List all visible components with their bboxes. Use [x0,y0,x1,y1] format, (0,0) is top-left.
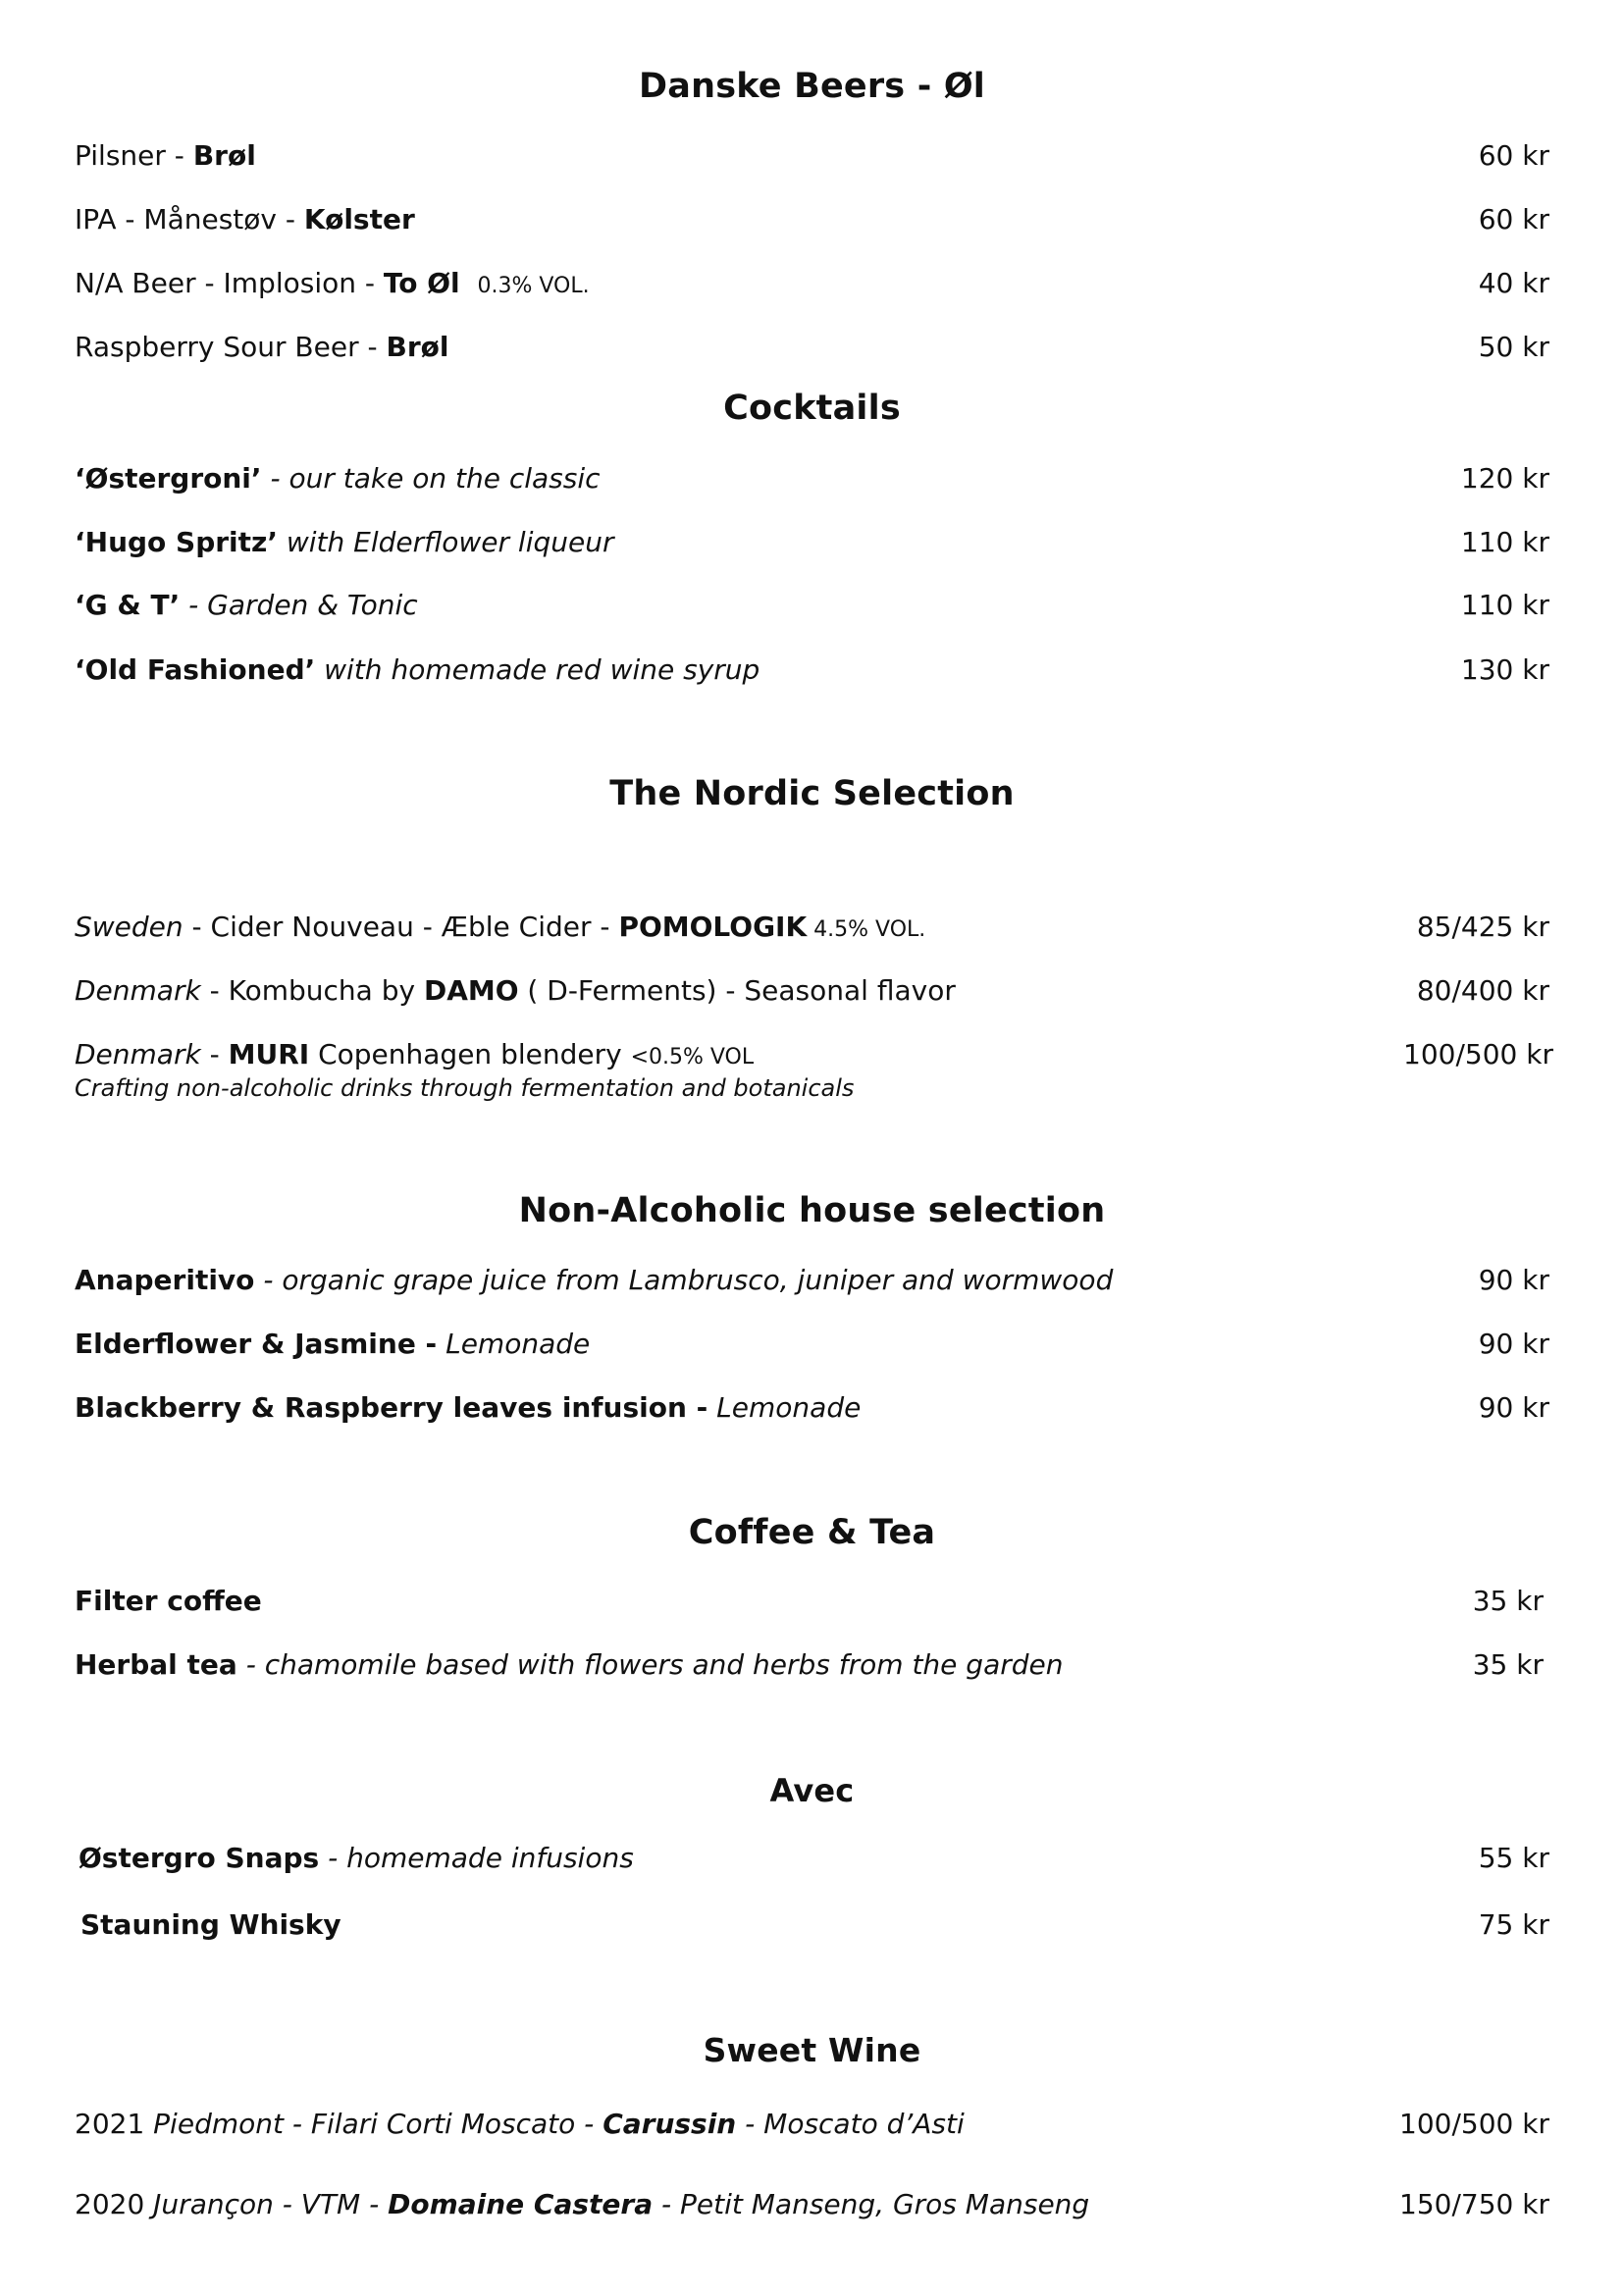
menu-item [75,1585,262,1618]
item-price: 90 kr [1478,1328,1549,1360]
item-name: ‘Østergroni’ [75,462,262,495]
item-price: 130 kr [1460,653,1549,686]
item-price: 120 kr [1460,462,1549,495]
item-price: 60 kr [1478,203,1549,235]
menu-item [75,911,925,947]
item-description: Jurançon - VTM - [153,2188,389,2220]
item-price: 90 kr [1478,1391,1549,1424]
item-price: 40 kr [1478,267,1549,299]
section-title-cocktails: Cocktails [723,389,901,428]
item-price: 35 kr [1472,1648,1544,1681]
item-name: Herbal tea [75,1648,237,1681]
item-text: - Cider Nouveau - Æble Cider - [183,911,619,943]
item-description: Piedmont - Filari Corti Moscato - [153,2108,603,2140]
item-price: 110 kr [1460,589,1549,621]
menu-item [80,1908,341,1942]
menu-item [75,462,601,496]
item-description: - chamomile based with flowers and herbs from the garden [236,1648,1064,1681]
item-price: 150/750 kr [1399,2188,1549,2220]
item-description: - Moscato d’Asti [736,2108,965,2140]
item-country: Denmark [75,974,201,1007]
item-text: IPA - Månestøv - [75,203,304,235]
item-country: Sweden [75,911,183,943]
menu-item [75,2108,965,2141]
item-description: with homemade red wine syrup [315,653,760,686]
item-price: 100/500 kr [1403,1038,1553,1070]
item-price: 85/425 kr [1416,911,1549,943]
item-name: ‘Old Fashioned’ [75,653,316,686]
item-text: - Kombucha by [200,974,424,1007]
item-abv: 4.5% VOL. [807,917,926,942]
item-country: Denmark [75,1038,201,1070]
item-price: 110 kr [1460,526,1549,558]
item-description: - organic grape juice from Lambrusco, juniper and wormwood [254,1264,1114,1296]
item-description: Lemonade [707,1391,862,1424]
item-price: 100/500 kr [1399,2108,1549,2140]
item-vintage: 2021 [75,2108,154,2140]
menu-item [75,1328,590,1361]
menu-item [75,589,418,622]
item-text: Copenhagen blendery [309,1038,631,1070]
item-producer: MURI [228,1038,310,1070]
menu-item [75,526,613,559]
item-price: 35 kr [1472,1585,1544,1617]
item-price: 75 kr [1478,1908,1549,1941]
section-title-beers: Danske Beers - Øl [639,67,985,106]
item-price: 90 kr [1478,1264,1549,1296]
section-title-sweet-wine: Sweet Wine [703,2031,921,2069]
item-name: ‘Hugo Spritz’ [75,526,278,558]
menu-item [75,1264,1113,1297]
item-vintage: 2020 [75,2188,154,2220]
item-text: N/A Beer - Implosion - [75,267,384,299]
item-brewery: To Øl [383,267,460,299]
item-price: 50 kr [1478,331,1549,363]
item-text: Raspberry Sour Beer - [75,331,387,363]
menu-item [75,267,590,303]
menu-item [75,1038,754,1074]
section-title-avec: Avec [769,1772,855,1809]
item-brewery: Kølster [303,203,415,235]
section-title-nordic: The Nordic Selection [609,774,1015,813]
item-price: 55 kr [1478,1842,1549,1874]
menu-item [75,1391,861,1425]
item-note: Crafting non-alcoholic drinks through fermentation and botanicals [75,1074,855,1102]
item-description: - Garden & Tonic [180,589,418,621]
item-text: ( D-Ferments) - Seasonal flavor [518,974,956,1007]
menu-item [75,139,256,173]
section-title-non-alcoholic: Non-Alcoholic house selection [518,1191,1106,1230]
item-description: - Petit Manseng, Gros Manseng [653,2188,1090,2220]
item-text: Pilsner - [75,139,193,172]
menu-item [75,974,956,1008]
item-brewery: Brøl [386,331,449,363]
menu-item [75,203,415,236]
item-description: with Elderflower liqueur [277,526,614,558]
item-description: - our take on the classic [261,462,601,495]
item-price: 60 kr [1478,139,1549,172]
menu-item [75,2188,1089,2221]
item-producer: DAMO [423,974,519,1007]
item-brewery: Brøl [192,139,256,172]
item-producer: POMOLOGIK [618,911,808,943]
item-name: Filter coffee [75,1585,262,1617]
item-description: - homemade infusions [319,1842,634,1874]
item-name: Anaperitivo [75,1264,255,1296]
item-abv: <0.5% VOL [630,1045,755,1069]
item-price: 80/400 kr [1416,974,1549,1007]
menu-item [79,1842,634,1875]
item-name: Østergro Snaps [79,1842,320,1874]
item-name: ‘G & T’ [75,589,181,621]
item-abv: 0.3% VOL. [477,274,590,298]
item-name: Stauning Whisky [80,1908,341,1941]
item-producer: Carussin [602,2108,737,2140]
item-name: Blackberry & Raspberry leaves infusion - [75,1391,708,1424]
item-producer: Domaine Castera [388,2188,654,2220]
item-description: Lemonade [437,1328,591,1360]
menu-item [75,1648,1063,1682]
item-name: Elderflower & Jasmine - [75,1328,438,1360]
menu-item [75,331,449,364]
item-text: - [200,1038,229,1070]
section-title-coffee-tea: Coffee & Tea [688,1513,936,1552]
menu-item [75,653,760,687]
